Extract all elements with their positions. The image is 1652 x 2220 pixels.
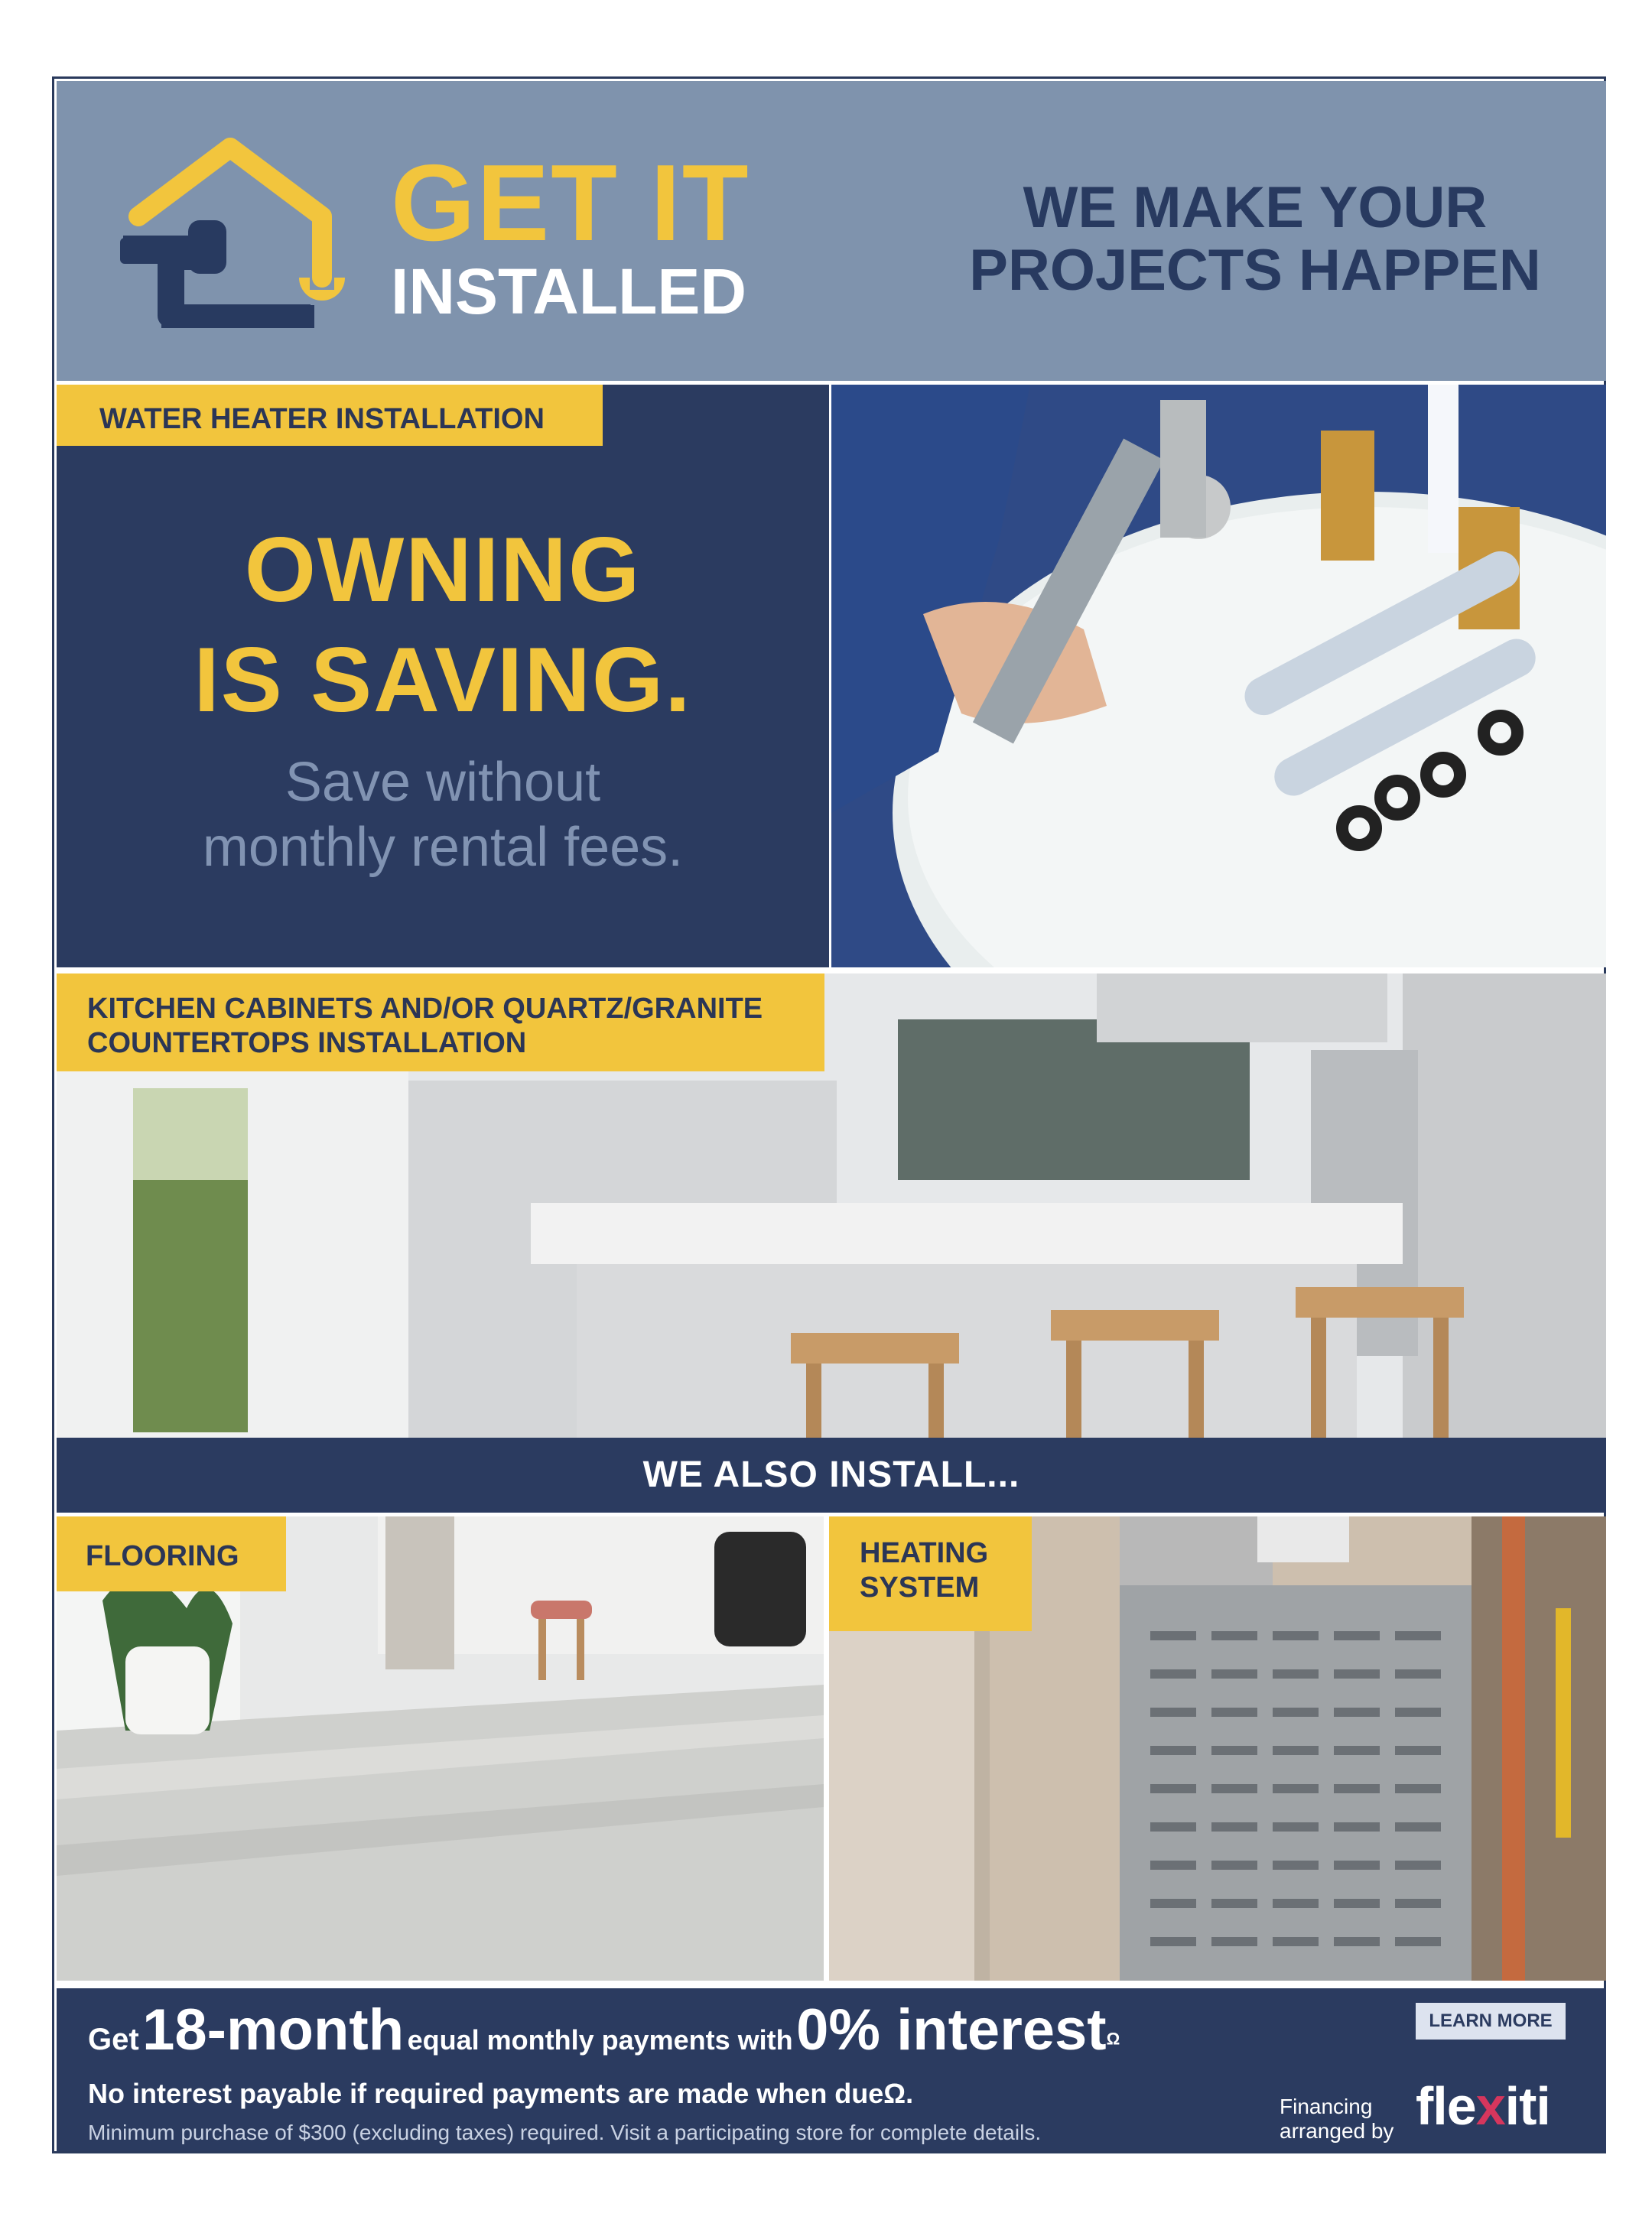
flexiti-logo — [1416, 2076, 1550, 2136]
flexiti-logo-part-1: fle — [1416, 2076, 1476, 2136]
water-heater-label: WATER HEATER INSTALLATION — [57, 385, 603, 446]
financing-arranged-text — [1280, 2095, 1393, 2144]
brand-title-top: GET IT — [391, 142, 750, 264]
arranged-line-1: Financing — [1280, 2095, 1373, 2118]
subhead-line-1: Save without — [285, 752, 601, 813]
subhead-line-2: monthly rental fees. — [202, 816, 684, 878]
header-tagline — [911, 177, 1599, 302]
flexiti-logo-part-2: iti — [1504, 2076, 1550, 2136]
flyer-page — [52, 76, 1606, 2153]
offer-get: Get — [88, 2023, 139, 2056]
tagline-line-1: WE MAKE YOUR — [1023, 175, 1488, 240]
offer-middle: equal monthly payments with — [407, 2024, 793, 2056]
kitchen-label-line-2: COUNTERTOPS INSTALLATION — [87, 1026, 527, 1059]
kitchen-label — [57, 973, 824, 1071]
flexiti-logo-x: x — [1475, 2076, 1505, 2136]
also-install-heading: WE ALSO INSTALL... — [57, 1438, 1606, 1513]
owning-headline — [57, 515, 829, 735]
financing-condition: No interest payable if required payments are made when dueΩ. — [88, 2078, 914, 2109]
heating-system-label — [829, 1516, 1032, 1631]
headline-line-2: IS SAVING. — [193, 629, 692, 731]
offer-rate-mark: Ω — [1106, 2029, 1120, 2049]
offer-term: 18-month — [142, 1997, 405, 2062]
headline-line-1: OWNING — [244, 518, 642, 621]
house-wrench-logo-icon — [115, 125, 345, 331]
flooring-label: FLOORING — [57, 1516, 286, 1591]
tagline-line-2: PROJECTS HAPPEN — [969, 238, 1541, 304]
financing-fine-print: Minimum purchase of $300 (excluding taxes) required. Visit a participating store for complete details. — [88, 2121, 1042, 2144]
heating-label-line-1: HEATING — [860, 1537, 989, 1569]
heating-label-line-2: SYSTEM — [860, 1571, 980, 1604]
kitchen-label-line-1: KITCHEN CABINETS AND/OR QUARTZ/GRANITE — [87, 993, 763, 1025]
brand-title-bottom: INSTALLED — [391, 255, 747, 327]
offer-rate: 0% interest — [796, 1997, 1107, 2062]
learn-more-button[interactable]: LEARN MORE — [1416, 2003, 1566, 2040]
savings-subhead — [57, 750, 829, 880]
financing-offer-line — [88, 1997, 1120, 2063]
arranged-line-2: arranged by — [1280, 2119, 1394, 2144]
water-heater-photo — [831, 385, 1606, 967]
